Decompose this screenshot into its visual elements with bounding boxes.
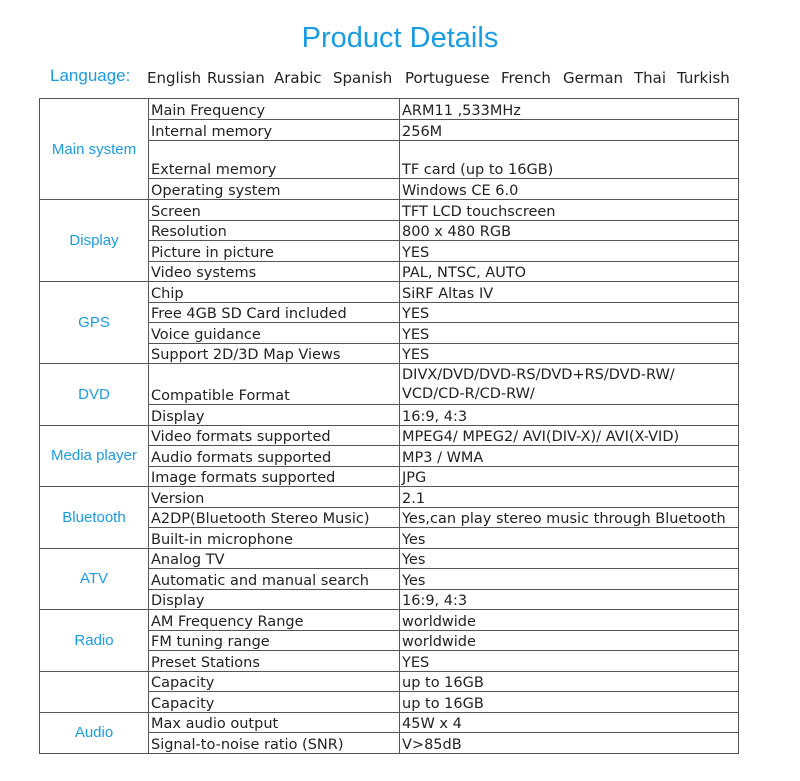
spec-label: Analog TV [149, 548, 400, 569]
spec-value: 16:9, 4:3 [400, 405, 739, 426]
spec-label: Internal memory [149, 120, 400, 141]
spec-label: Display [149, 589, 400, 610]
spec-label: Free 4GB SD Card included [149, 302, 400, 323]
spec-table [39, 98, 739, 754]
spec-label: Resolution [149, 220, 400, 241]
spec-label: Chip [149, 282, 400, 303]
spec-label: Video systems [149, 261, 400, 282]
spec-value: Yes,can play stereo music through Bluetooth [400, 507, 739, 528]
spec-value: 45W x 4 [400, 712, 739, 733]
spec-value: Yes [400, 569, 739, 590]
category-cell: Radio [40, 610, 149, 672]
spec-label: Capacity [149, 671, 400, 692]
category-cell: Main system [40, 99, 149, 200]
spec-label: A2DP(Bluetooth Stereo Music) [149, 507, 400, 528]
category-cell: Media player [40, 425, 149, 487]
spec-label: FM tuning range [149, 630, 400, 651]
table-row [40, 610, 739, 631]
spec-value: ARM11 ,533MHz [400, 99, 739, 120]
spec-value: DIVX/DVD/DVD-RS/DVD+RS/DVD-RW/ VCD/CD-R/CD-RW/ [400, 364, 739, 405]
language-german[interactable]: German [563, 69, 624, 87]
spec-label: Screen [149, 200, 400, 221]
spec-value: MP3 / WMA [400, 446, 739, 467]
spec-label: Operating system [149, 179, 400, 200]
spec-value: 16:9, 4:3 [400, 589, 739, 610]
spec-label: Display [149, 405, 400, 426]
spec-value: TF card (up to 16GB) [400, 141, 739, 179]
spec-value: 2.1 [400, 487, 739, 508]
spec-value: TFT LCD touchscreen [400, 200, 739, 221]
category-cell: Display [40, 200, 149, 282]
spec-label: Picture in picture [149, 241, 400, 262]
language-portuguese[interactable]: Portuguese [405, 69, 490, 87]
spec-value: YES [400, 343, 739, 364]
spec-value: Windows CE 6.0 [400, 179, 739, 200]
spec-label: Version [149, 487, 400, 508]
table-row [40, 99, 739, 120]
table-row [40, 487, 739, 508]
spec-value: V>85dB [400, 733, 739, 754]
spec-label: Audio formats supported [149, 446, 400, 467]
language-thai[interactable]: Thai [634, 69, 667, 87]
page-title: Product Details [301, 22, 499, 54]
spec-value: YES [400, 323, 739, 344]
category-cell [40, 671, 149, 712]
category-cell: DVD [40, 364, 149, 426]
table-row [40, 200, 739, 221]
spec-label: Max audio output [149, 712, 400, 733]
language-french[interactable]: French [501, 69, 551, 87]
language-label: Language: [50, 66, 131, 85]
spec-label: Compatible Format [149, 364, 400, 405]
spec-label: Built-in microphone [149, 528, 400, 549]
table-row [40, 282, 739, 303]
language-turkish[interactable]: Turkish [677, 69, 730, 87]
spec-label: Support 2D/3D Map Views [149, 343, 400, 364]
table-row [40, 712, 739, 733]
spec-value: Yes [400, 548, 739, 569]
spec-value: JPG [400, 466, 739, 487]
table-row [40, 548, 739, 569]
spec-value: worldwide [400, 630, 739, 651]
spec-label: Preset Stations [149, 651, 400, 672]
category-cell: Bluetooth [40, 487, 149, 549]
spec-value: SiRF Altas IV [400, 282, 739, 303]
spec-value: MPEG4/ MPEG2/ AVI(DIV-X)/ AVI(X-VID) [400, 425, 739, 446]
table-row [40, 364, 739, 405]
spec-label: Capacity [149, 692, 400, 713]
spec-label: Signal-to-noise ratio (SNR) [149, 733, 400, 754]
spec-label: AM Frequency Range [149, 610, 400, 631]
spec-value: 800 x 480 RGB [400, 220, 739, 241]
spec-label: External memory [149, 141, 400, 179]
table-row [40, 671, 739, 692]
language-russian[interactable]: Russian [207, 69, 265, 87]
language-spanish[interactable]: Spanish [333, 69, 393, 87]
spec-value: worldwide [400, 610, 739, 631]
spec-value: YES [400, 302, 739, 323]
spec-value: up to 16GB [400, 692, 739, 713]
category-cell: Audio [40, 712, 149, 753]
spec-label: Main Frequency [149, 99, 400, 120]
language-arabic[interactable]: Arabic [274, 69, 322, 87]
spec-label: Image formats supported [149, 466, 400, 487]
spec-label: Video formats supported [149, 425, 400, 446]
spec-value: YES [400, 651, 739, 672]
category-cell: GPS [40, 282, 149, 364]
table-row [40, 425, 739, 446]
spec-label: Voice guidance [149, 323, 400, 344]
spec-value: Yes [400, 528, 739, 549]
spec-value: 256M [400, 120, 739, 141]
language-english[interactable]: English [147, 69, 202, 87]
spec-label: Automatic and manual search [149, 569, 400, 590]
category-cell: ATV [40, 548, 149, 610]
spec-value: up to 16GB [400, 671, 739, 692]
spec-value: PAL, NTSC, AUTO [400, 261, 739, 282]
spec-value: YES [400, 241, 739, 262]
